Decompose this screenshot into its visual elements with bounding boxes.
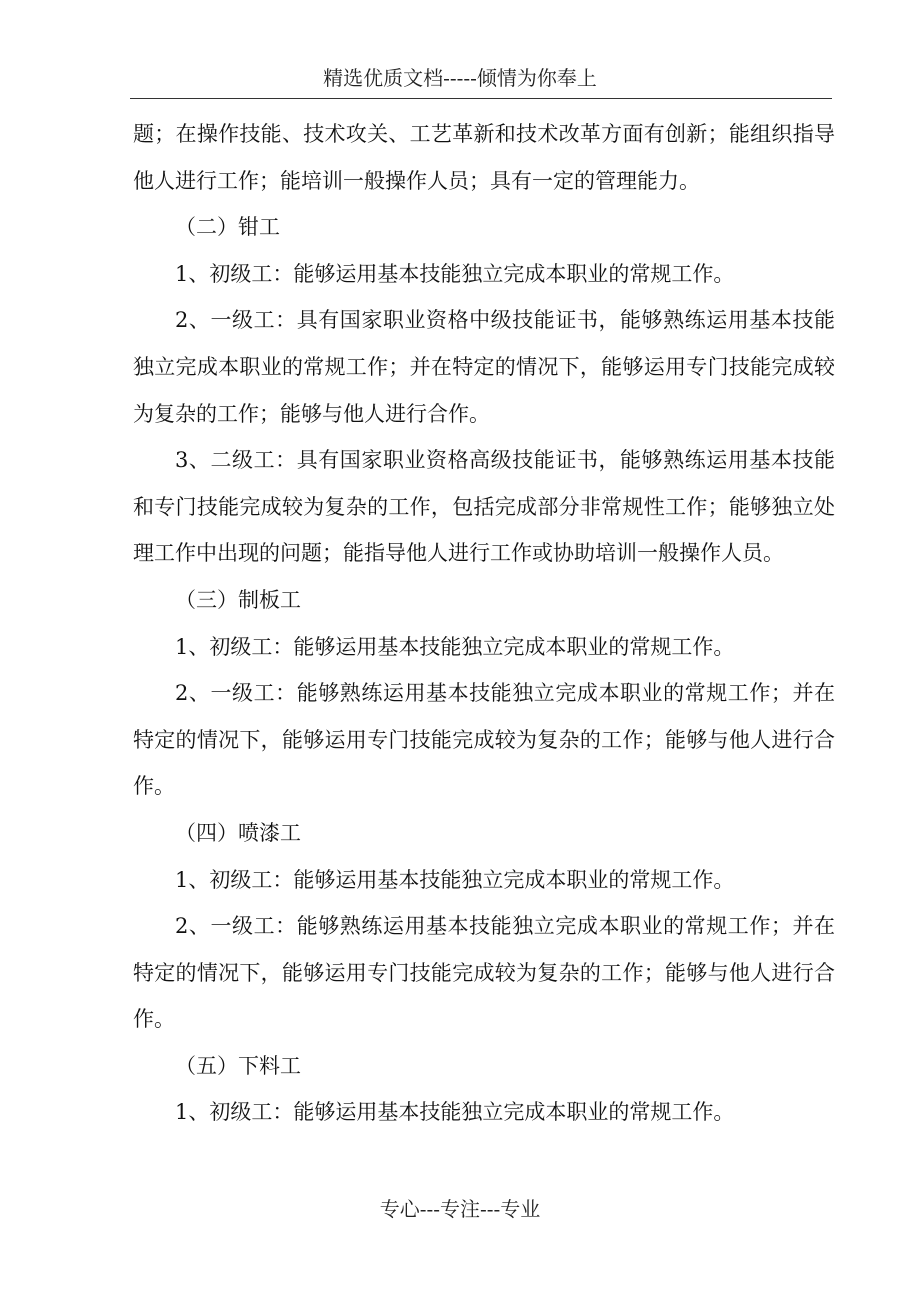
paragraph: 1、初级工：能够运用基本技能独立完成本职业的常规工作。 xyxy=(175,867,735,892)
paragraph-continuation: 题；在操作技能、技术攻关、工艺革新和技术改革方面有创新；能组织指导他人进行工作；能培训一般操作人员；具有一定的管理能力。 xyxy=(133,122,835,193)
paragraph: 1、初级工：能够运用基本技能独立完成本职业的常规工作。 xyxy=(175,634,735,659)
paragraph: 1、初级工：能够运用基本技能独立完成本职业的常规工作。 xyxy=(175,261,735,286)
section-heading-plate-maker: （三）制板工 xyxy=(175,587,301,612)
paragraph: 2、一级工：能够熟练运用基本技能独立完成本职业的常规工作；并在特定的情况下，能够运用专门技能完成较为复杂的工作；能够与他人进行合作。 xyxy=(133,681,835,799)
header-divider xyxy=(130,98,832,99)
section-heading-cutter: （五）下料工 xyxy=(175,1053,301,1078)
page-footer: 专心---专注---专业 xyxy=(379,1197,541,1221)
paragraph: 2、一级工：具有国家职业资格中级技能证书，能够熟练运用基本技能独立完成本职业的常规工作；并在特定的情况下，能够运用专门技能完成较为复杂的工作；能够与他人进行合作。 xyxy=(133,308,835,426)
paragraph: 3、二级工：具有国家职业资格高级技能证书，能够熟练运用基本技能和专门技能完成较为复杂的工作，包括完成部分非常规性工作；能够独立处理工作中出现的问题；能指导他人进行工作或协助培训一般操作人员。 xyxy=(133,448,835,566)
page-header: 精选优质文档-----倾情为你奉上 xyxy=(323,66,597,90)
paragraph: 2、一级工：能够熟练运用基本技能独立完成本职业的常规工作；并在特定的情况下，能够运用专门技能完成较为复杂的工作；能够与他人进行合作。 xyxy=(133,914,835,1032)
section-heading-fitter: （二）钳工 xyxy=(175,215,280,240)
document-body xyxy=(133,111,835,1136)
section-heading-painter: （四）喷漆工 xyxy=(175,820,301,845)
paragraph: 1、初级工：能够运用基本技能独立完成本职业的常规工作。 xyxy=(175,1100,735,1125)
